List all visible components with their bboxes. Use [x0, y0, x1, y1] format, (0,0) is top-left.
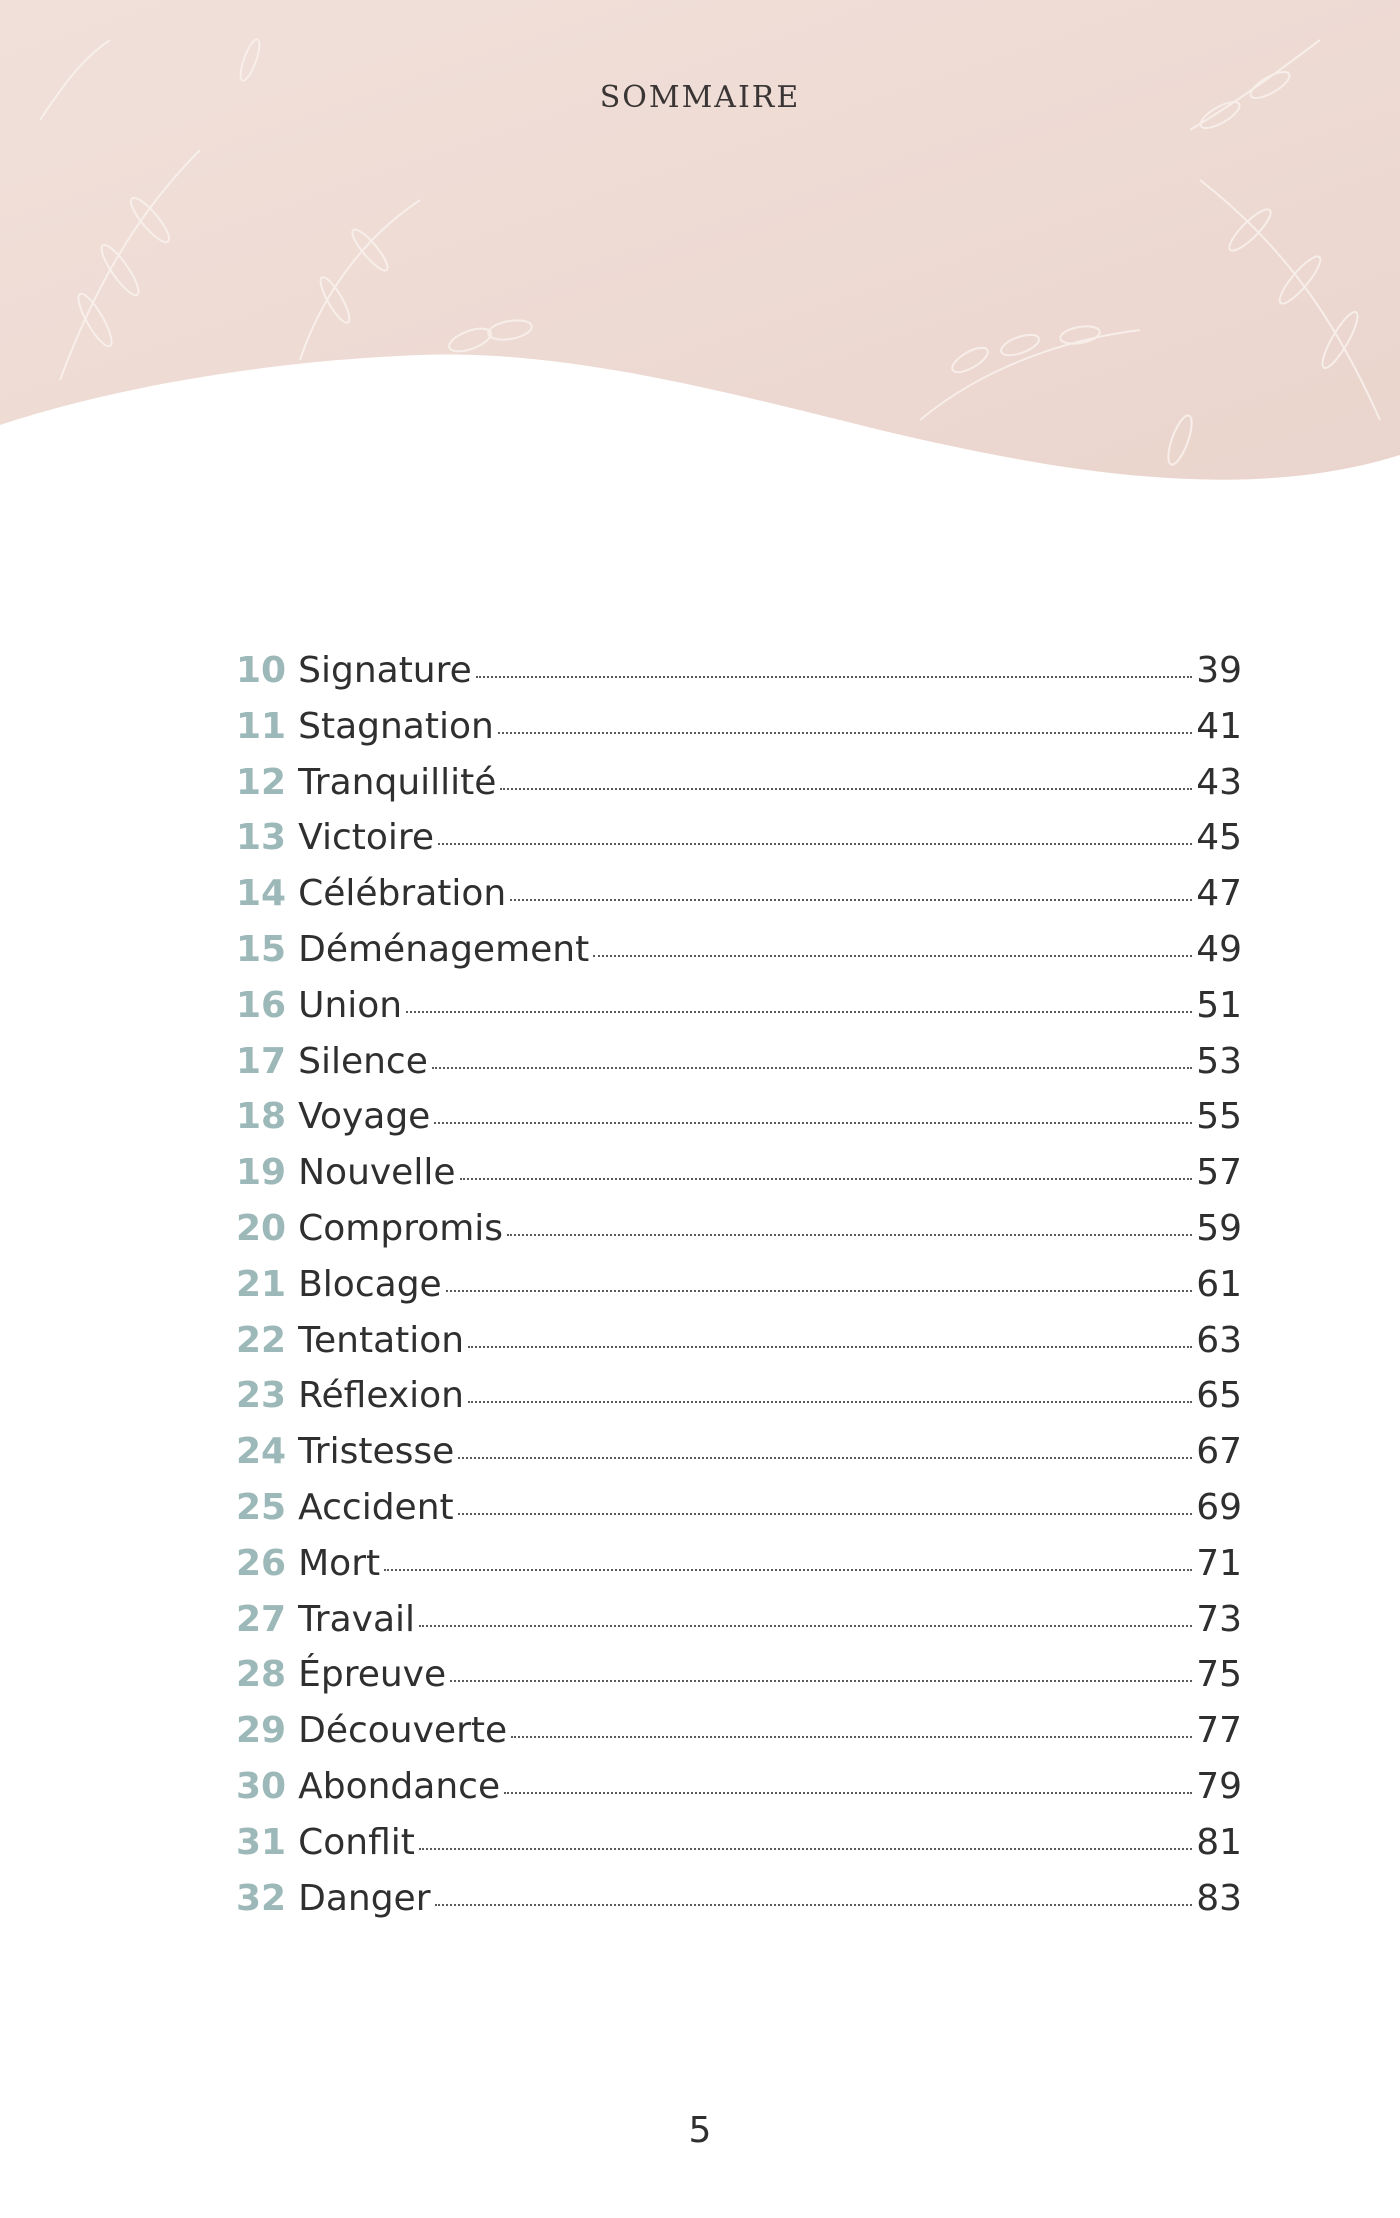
toc-entry-page: 59 — [1196, 1207, 1242, 1249]
toc-entry-title: Tentation — [298, 1319, 465, 1361]
toc-dot-leader — [419, 1625, 1192, 1627]
toc-entry-number: 18 — [236, 1096, 287, 1138]
toc-entry-number: 27 — [236, 1598, 287, 1640]
toc-entry-page: 77 — [1196, 1710, 1242, 1752]
toc-entry-page: 69 — [1196, 1486, 1242, 1528]
toc-entry-title: Accident — [298, 1486, 454, 1528]
toc-entry-title: Voyage — [298, 1096, 431, 1138]
toc-entry-page: 71 — [1196, 1542, 1242, 1584]
toc-entry-page: 63 — [1196, 1319, 1242, 1361]
toc-dot-leader — [419, 1848, 1192, 1850]
toc-dot-leader — [384, 1569, 1192, 1571]
toc-entry-number: 24 — [236, 1431, 287, 1473]
toc-entry[interactable] — [236, 706, 1242, 762]
toc-entry-number: 20 — [236, 1207, 287, 1249]
toc-entry-number: 30 — [236, 1765, 287, 1807]
toc-entry-title: Compromis — [298, 1207, 504, 1249]
toc-dot-leader — [406, 1011, 1192, 1013]
toc-dot-leader — [511, 1736, 1192, 1738]
toc-entry-page: 43 — [1196, 761, 1242, 803]
toc-entry-page: 65 — [1196, 1375, 1242, 1417]
toc-entry[interactable] — [236, 762, 1242, 818]
toc-entry-number: 23 — [236, 1375, 287, 1417]
toc-entry-page: 39 — [1196, 650, 1242, 691]
toc-entry-title: Silence — [298, 1040, 428, 1082]
toc-entry-page: 81 — [1196, 1821, 1242, 1863]
toc-entry-page: 45 — [1196, 817, 1242, 859]
toc-dot-leader — [468, 1401, 1192, 1403]
toc-entry[interactable] — [236, 1822, 1242, 1878]
toc-entry-title: Tristesse — [298, 1431, 455, 1473]
toc-entry[interactable] — [236, 1208, 1242, 1264]
toc-entry-page: 55 — [1196, 1096, 1242, 1138]
toc-entry-number: 26 — [236, 1542, 287, 1584]
toc-entry-page: 75 — [1196, 1654, 1242, 1696]
toc-entry[interactable] — [236, 817, 1242, 873]
toc-entry[interactable] — [236, 1654, 1242, 1710]
toc-entry-title: Signature — [298, 650, 472, 691]
toc-dot-leader — [446, 1290, 1193, 1292]
toc-dot-leader — [507, 1234, 1192, 1236]
toc-entry-number: 25 — [236, 1486, 287, 1528]
toc-dot-leader — [458, 1457, 1192, 1459]
toc-entry-title: Danger — [298, 1877, 431, 1919]
toc-entry[interactable] — [236, 1152, 1242, 1208]
toc-dot-leader — [458, 1513, 1193, 1515]
header-wave-shape — [0, 0, 1400, 480]
toc-entry[interactable] — [236, 1264, 1242, 1320]
toc-entry-number: 19 — [236, 1152, 287, 1194]
toc-entry-title: Célébration — [298, 873, 507, 915]
toc-dot-leader — [460, 1178, 1193, 1180]
toc-dot-leader — [434, 1122, 1192, 1124]
toc-entry[interactable] — [236, 650, 1242, 706]
toc-entry-number: 13 — [236, 817, 287, 859]
toc-entry-number: 11 — [236, 705, 287, 747]
toc-dot-leader — [476, 676, 1192, 678]
toc-entry-page: 73 — [1196, 1598, 1242, 1640]
toc-entry[interactable] — [236, 1041, 1242, 1097]
toc-entry-title: Mort — [298, 1542, 381, 1584]
toc-entry-number: 15 — [236, 928, 287, 970]
toc-entry-number: 32 — [236, 1877, 287, 1919]
toc-entry-number: 21 — [236, 1263, 287, 1305]
toc-entry-title: Stagnation — [298, 705, 494, 747]
toc-entry[interactable] — [236, 1431, 1242, 1487]
toc-entry-page: 57 — [1196, 1152, 1242, 1194]
toc-entry-page: 83 — [1196, 1877, 1242, 1919]
toc-entry-title: Abondance — [298, 1765, 501, 1807]
toc-entry-number: 22 — [236, 1319, 287, 1361]
toc-entry-number: 10 — [236, 650, 287, 691]
toc-entry-number: 17 — [236, 1040, 287, 1082]
toc-entry[interactable] — [236, 1487, 1242, 1543]
toc-entry-page: 41 — [1196, 705, 1242, 747]
toc-entry[interactable] — [236, 1599, 1242, 1655]
toc-entry-title: Réflexion — [298, 1375, 464, 1417]
toc-dot-leader — [435, 1904, 1193, 1906]
toc-entry-title: Déménagement — [298, 928, 590, 970]
toc-entry-number: 28 — [236, 1654, 287, 1696]
toc-entry[interactable] — [236, 929, 1242, 985]
toc-entry[interactable] — [236, 985, 1242, 1041]
toc-entry-title: Découverte — [298, 1710, 508, 1752]
toc-entry-title: Union — [298, 984, 403, 1026]
toc-dot-leader — [504, 1792, 1192, 1794]
toc-entry-title: Nouvelle — [298, 1152, 456, 1194]
toc-dot-leader — [438, 843, 1192, 845]
toc-entry-title: Victoire — [298, 817, 435, 859]
toc-entry-title: Travail — [298, 1598, 416, 1640]
toc-entry-page: 67 — [1196, 1431, 1242, 1473]
toc-dot-leader — [498, 732, 1192, 734]
toc-entry-number: 31 — [236, 1821, 287, 1863]
toc-dot-leader — [593, 955, 1192, 957]
toc-entry-number: 16 — [236, 984, 287, 1026]
toc-entry[interactable] — [236, 1543, 1242, 1599]
toc-entry-page: 61 — [1196, 1263, 1242, 1305]
toc-entry[interactable] — [236, 1878, 1242, 1934]
toc-entry-title: Tranquillité — [298, 761, 497, 803]
toc-entry[interactable] — [236, 1710, 1242, 1766]
toc-entry[interactable] — [236, 873, 1242, 929]
toc-entry-page: 79 — [1196, 1765, 1242, 1807]
page-heading: SOMMAIRE — [599, 80, 801, 115]
toc-entry-number: 29 — [236, 1710, 287, 1752]
toc-dot-leader — [450, 1680, 1192, 1682]
toc-entry-title: Blocage — [298, 1263, 442, 1305]
page-number: 5 — [688, 2110, 712, 2151]
header-wave-background — [0, 0, 1400, 500]
toc-entry-number: 12 — [236, 761, 287, 803]
toc-entry-number: 14 — [236, 873, 287, 915]
toc-entry[interactable] — [236, 1096, 1242, 1152]
toc-entry-page: 53 — [1196, 1040, 1242, 1082]
toc-entry-page: 47 — [1196, 873, 1242, 915]
toc-entry-title: Épreuve — [298, 1654, 447, 1696]
table-of-contents — [236, 650, 1242, 1933]
toc-entry[interactable] — [236, 1766, 1242, 1822]
toc-entry-page: 49 — [1196, 928, 1242, 970]
toc-entry-page: 51 — [1196, 984, 1242, 1026]
toc-entry[interactable] — [236, 1375, 1242, 1431]
toc-dot-leader — [432, 1067, 1192, 1069]
toc-dot-leader — [510, 899, 1192, 901]
toc-dot-leader — [468, 1346, 1192, 1348]
toc-entry-title: Conflit — [298, 1821, 415, 1863]
toc-entry[interactable] — [236, 1320, 1242, 1376]
toc-dot-leader — [500, 788, 1192, 790]
